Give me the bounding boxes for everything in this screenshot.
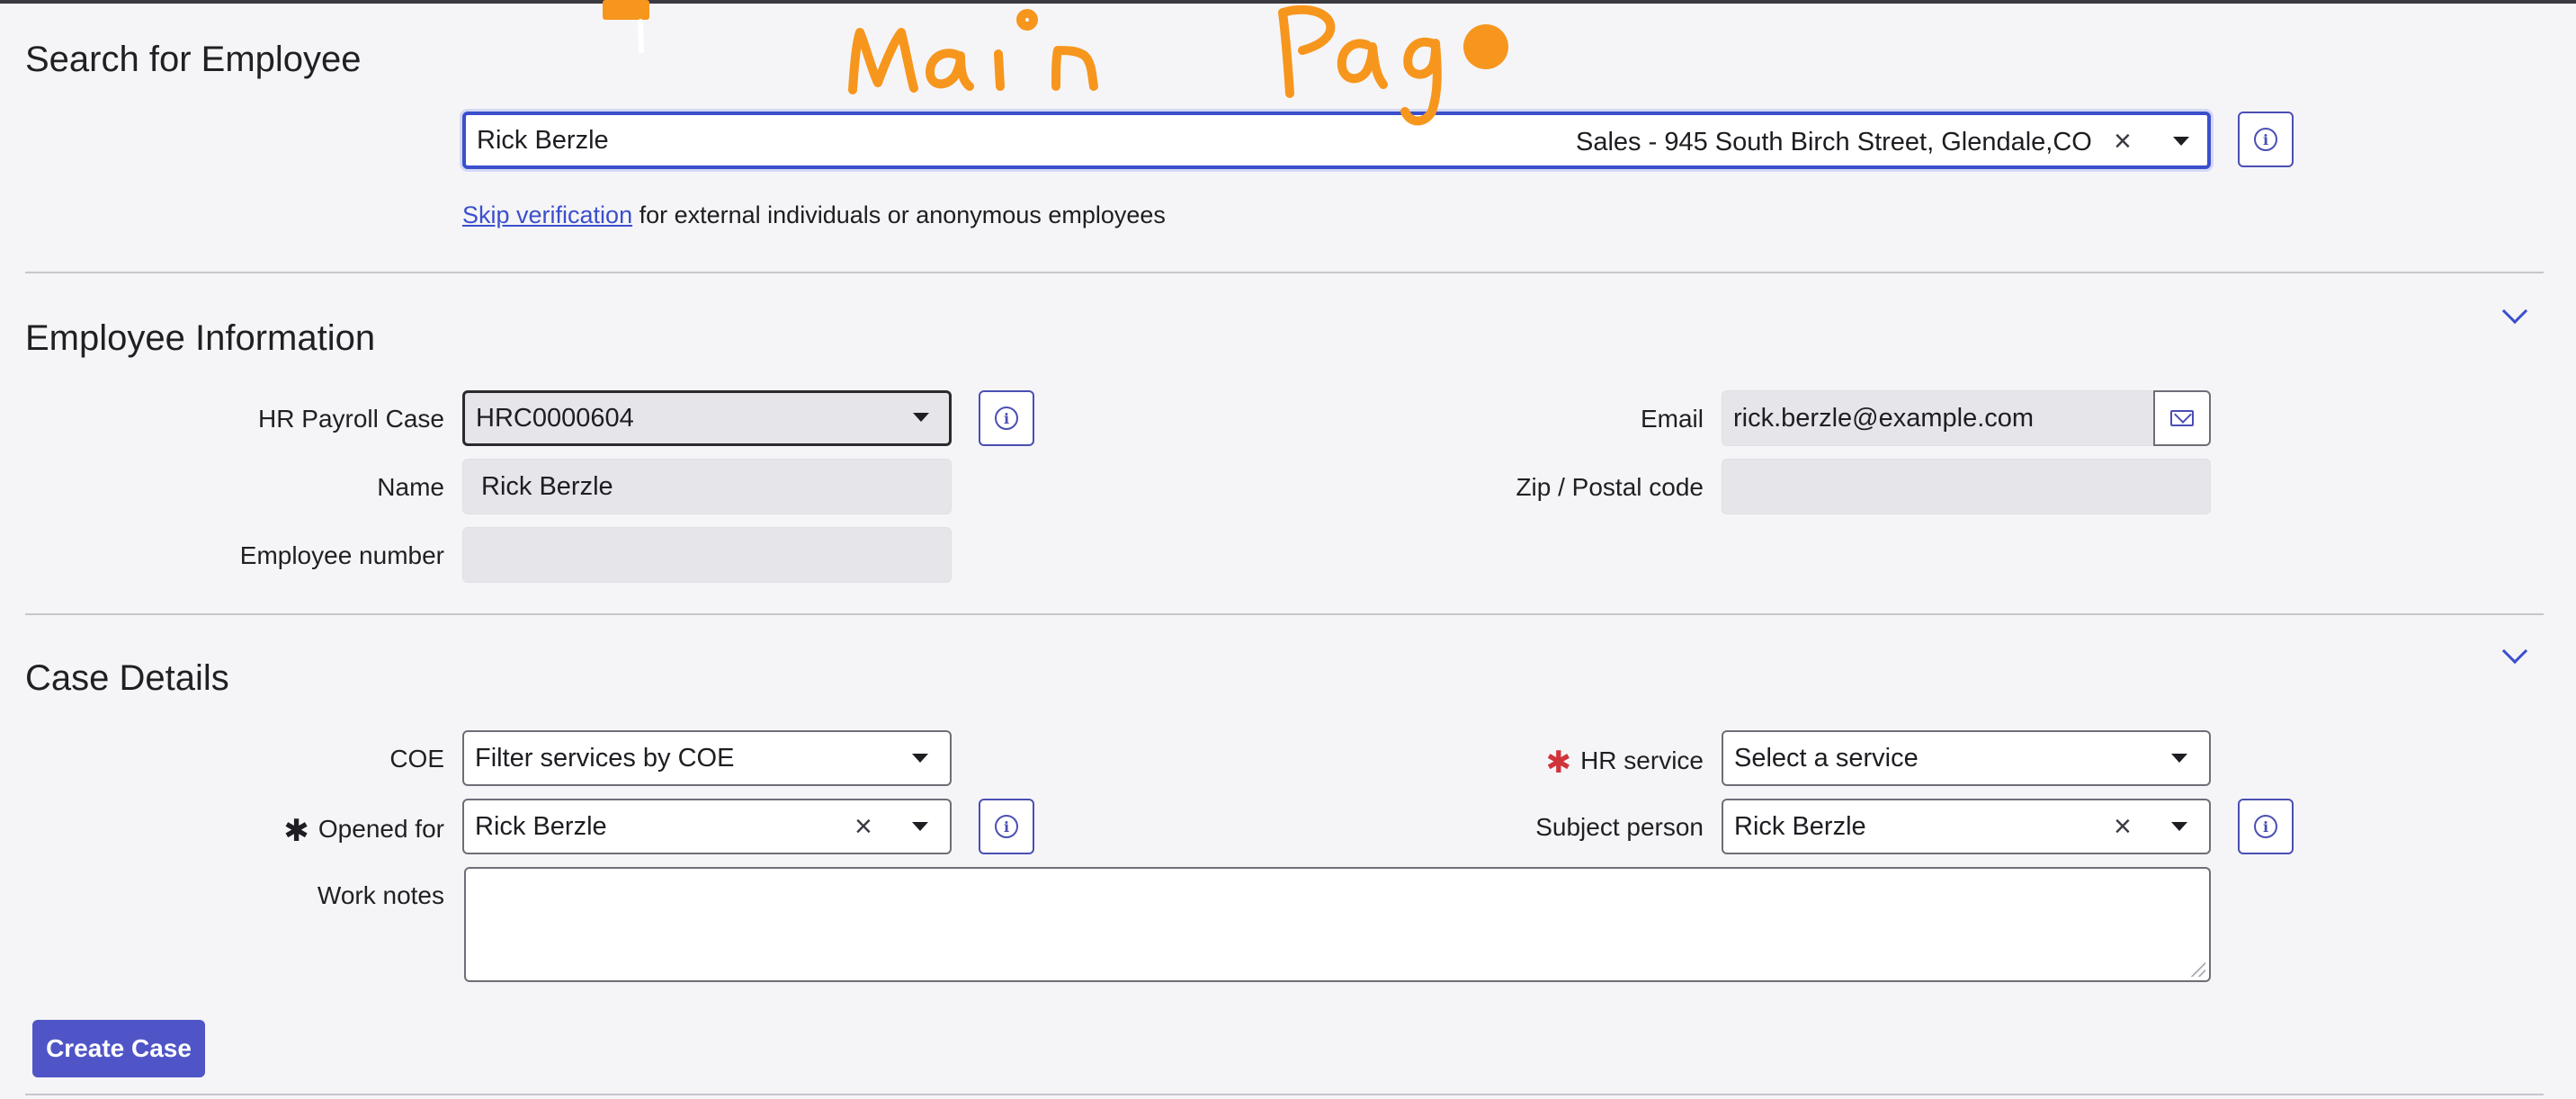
resize-handle[interactable]	[2191, 962, 2205, 977]
subject-person-label: Subject person	[1535, 813, 1704, 841]
work-notes-textarea[interactable]	[464, 867, 2211, 982]
employee-info-title: Employee Information	[25, 318, 376, 358]
info-icon: i	[2254, 128, 2277, 151]
opened-for-info-button[interactable]	[979, 799, 1034, 854]
employee-number-field	[462, 527, 952, 583]
name-value: Rick Berzle	[481, 471, 613, 501]
dropdown-caret-icon[interactable]	[2171, 822, 2187, 831]
zip-field	[1722, 459, 2211, 514]
search-section-title: Search for Employee	[25, 40, 362, 79]
dropdown-caret-icon	[2171, 754, 2187, 763]
send-email-button[interactable]	[2153, 390, 2211, 446]
dropdown-caret-icon	[912, 754, 928, 763]
section-divider	[25, 1094, 2544, 1095]
subject-person-field[interactable]	[1722, 799, 2211, 854]
hr-service-value: Select a service	[1734, 743, 1919, 773]
dropdown-caret-icon	[913, 413, 929, 422]
create-case-button[interactable]: Create Case	[32, 1020, 205, 1077]
skip-verification-row	[462, 201, 1166, 229]
top-border	[0, 0, 2576, 4]
email-field	[1722, 390, 2155, 446]
email-label: Email	[1640, 405, 1704, 433]
hr-payroll-case-label: HR Payroll Case	[258, 405, 444, 433]
case-details-title: Case Details	[25, 658, 229, 698]
opened-for-label: Opened for	[318, 815, 444, 843]
required-asterisk-icon: ✱	[283, 814, 309, 848]
search-info-button[interactable]	[2238, 112, 2294, 167]
info-icon: i	[995, 815, 1018, 838]
chevron-down-icon[interactable]	[2502, 299, 2527, 324]
dropdown-caret-icon[interactable]	[2173, 137, 2189, 146]
hr-payroll-case-info-button[interactable]	[979, 390, 1034, 446]
employee-search-value: Rick Berzle	[477, 125, 609, 155]
coe-label: COE	[389, 745, 444, 773]
clear-icon[interactable]: ×	[2114, 809, 2132, 844]
zip-label: Zip / Postal code	[1516, 473, 1704, 501]
subject-person-info-button[interactable]	[2238, 799, 2294, 854]
info-icon: i	[2254, 815, 2277, 838]
dropdown-caret-icon[interactable]	[912, 822, 928, 831]
section-divider	[25, 613, 2544, 615]
info-icon: i	[995, 407, 1018, 430]
hr-service-select[interactable]	[1722, 730, 2211, 786]
hr-service-label: HR service	[1580, 746, 1704, 774]
subject-person-value: Rick Berzle	[1734, 811, 1866, 841]
annotation-text-strokes	[853, 10, 1437, 121]
section-divider	[25, 272, 2544, 273]
employee-search-detail: Sales - 945 South Birch Street, Glendale,CO	[1576, 128, 2092, 156]
employee-number-label: Employee number	[239, 541, 444, 569]
hr-payroll-case-value: HRC0000604	[476, 403, 634, 433]
chevron-down-icon[interactable]	[2502, 639, 2527, 664]
opened-for-field[interactable]	[462, 799, 952, 854]
opened-for-label-row	[180, 809, 444, 848]
clear-icon[interactable]: ×	[2114, 124, 2132, 158]
work-notes-label: Work notes	[317, 881, 444, 909]
name-field	[462, 459, 952, 514]
clear-icon[interactable]: ×	[854, 809, 872, 844]
hr-service-label-row	[1439, 741, 1704, 780]
hr-payroll-case-select[interactable]	[462, 390, 952, 446]
skip-verification-link[interactable]: Skip verification	[462, 201, 633, 228]
coe-select[interactable]	[462, 730, 952, 786]
annotation-dot	[1463, 24, 1508, 69]
skip-verification-text: for external individuals or anonymous employees	[632, 201, 1166, 228]
name-label: Name	[377, 473, 444, 501]
required-asterisk-icon: ✱	[1545, 746, 1572, 780]
mail-icon	[2170, 410, 2194, 426]
opened-for-value: Rick Berzle	[475, 811, 607, 841]
coe-value: Filter services by COE	[475, 743, 735, 773]
employee-search-field[interactable]	[462, 112, 2211, 169]
email-value: rick.berzle@example.com	[1733, 403, 2035, 433]
